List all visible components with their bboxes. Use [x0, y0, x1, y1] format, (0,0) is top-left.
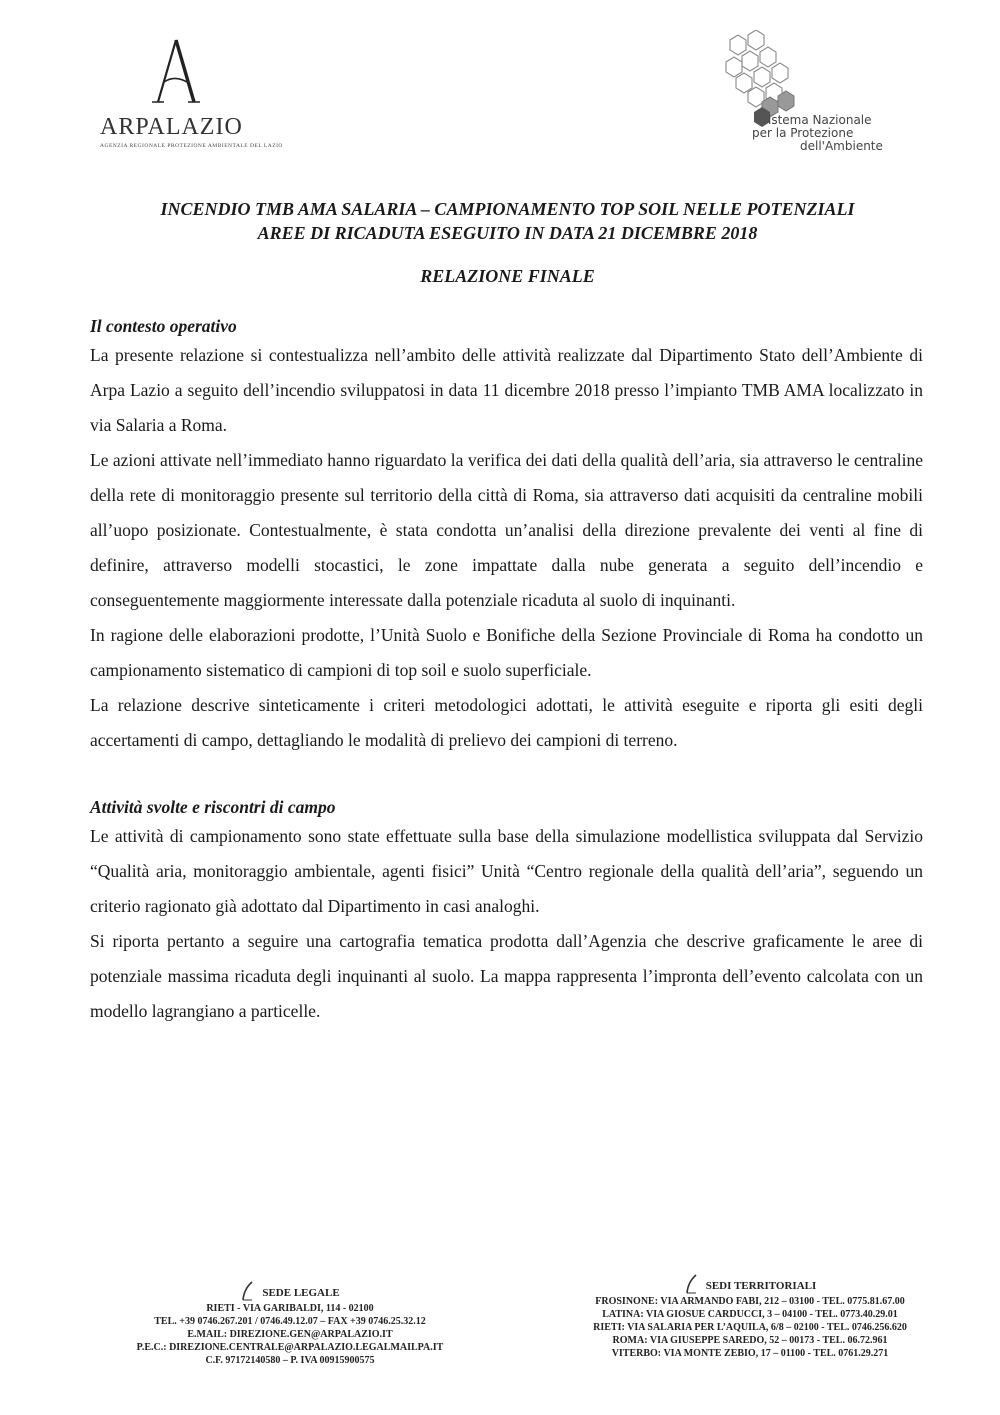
arpa-mark-icon	[684, 1274, 700, 1294]
document-subtitle: RELAZIONE FINALE	[420, 266, 595, 286]
footer-office-line: VITERBO: VIA MONTE ZEBIO, 17 – 01100 - TEL. 0761.29.271	[611, 1348, 889, 1359]
footer-territorial-title	[684, 1280, 817, 1293]
title-line-2: AREE DI RICADUTA ESEGUITO IN DATA 21 DICEMBRE 2018	[257, 223, 758, 243]
footer-legal-line: E.MAIL: DIREZIONE.GEN@ARPALAZIO.IT	[187, 1329, 393, 1340]
footer-territorial-offices	[525, 1280, 975, 1360]
footer-legal-title	[240, 1287, 339, 1300]
footer-legal-line: RIETI - VIA GARIBALDI, 114 - 02100	[206, 1303, 374, 1314]
snpa-logo	[718, 30, 918, 155]
footer-territorial-title-text: SEDI TERRITORIALI	[705, 1280, 817, 1292]
footer-legal-line: P.E.C.: DIREZIONE.CENTRALE@ARPALAZIO.LEGALMAILPA.IT	[136, 1342, 444, 1353]
paragraph: La relazione descrive sinteticamente i criteri metodologici adottati, le attività eseguite e riporta gli esiti degli accertamenti di campo, dettagliando le modalità di prelievo dei campioni di terreno.	[90, 695, 923, 750]
snpa-line-2: per la Protezione	[752, 126, 854, 140]
snpa-line-1: istema Nazionale	[768, 113, 872, 127]
footer-legal-title-text: SEDE LEGALE	[262, 1287, 340, 1299]
footer-legal-line: C.F. 97172140580 – P. IVA 00915900575	[205, 1355, 375, 1366]
footer-office-line: LATINA: VIA GIOSUE CARDUCCI, 3 – 04100 - TEL. 0773.40.29.01	[602, 1309, 898, 1320]
footer-office-line: FROSINONE: VIA ARMANDO FABI, 212 – 03100 - TEL. 0775.81.67.00	[595, 1296, 905, 1307]
document-body	[90, 314, 923, 1029]
title-line-1: INCENDIO TMB AMA SALARIA – CAMPIONAMENTO TOP SOIL NELLE POTENZIALI	[160, 199, 855, 219]
footer-office-line: RIETI: VIA SALARIA PER L’AQUILA, 6/8 – 02100 - TEL. 0746.256.620	[593, 1322, 907, 1333]
footer-legal-line: TEL. +39 0746.267.201 / 0746.49.12.07 – FAX +39 0746.25.32.12	[154, 1316, 426, 1327]
document-title	[90, 197, 925, 245]
arpa-mark-icon	[240, 1281, 256, 1301]
section-spacer	[90, 758, 923, 795]
snpa-line-3: dell'Ambiente	[800, 139, 883, 153]
paragraph: Le attività di campionamento sono state effettuate sulla base della simulazione modellistica sviluppata dal Servizio “Qualità aria, monitoraggio ambientale, agenti fisici” Unità “Centro regionale della qualità dell’aria”, seguendo un criterio ragionato già adottato dal Dipartimento in casi analoghi.	[90, 826, 923, 916]
arpa-logo-tagline: AGENZIA REGIONALE PROTEZIONE AMBIENTALE DEL LAZIO	[100, 143, 283, 149]
arpalazio-logo	[86, 38, 283, 156]
paragraph: Si riporta pertanto a seguire una cartografia tematica prodotta dall’Agenzia che descrive graficamente le aree di potenziale massima ricaduta degli inquinanti al suolo. La mappa rappresenta l’impronta dell’evento calcolata con un modello lagrangiano a particelle.	[90, 931, 923, 1021]
section-heading: Attività svolte e riscontri di campo	[90, 797, 336, 817]
arpa-a-mark-icon	[146, 38, 206, 106]
arpa-logo-wordmark: ARPALAZIO	[100, 114, 243, 140]
footer-office-line: ROMA: VIA GIUSEPPE SAREDO, 52 – 00173 - TEL. 06.72.961	[612, 1335, 888, 1346]
paragraph: Le azioni attivate nell’immediato hanno riguardato la verifica dei dati della qualità dell’aria, sia attraverso le centraline della rete di monitoraggio presente sul territorio della città di Roma, sia attraverso dati acquisiti da centraline mobili all’uopo posizionate. Contestualmente, è stata condotta un’analisi della direzione prevalente dei venti al fine di definire, attraverso modelli stocastici, le zone impattate dalla nube generata a seguito dell’incendio e conseguentemente maggiormente interessate dalla potenziale ricaduta al suolo di inquinanti.	[90, 450, 923, 610]
paragraph: In ragione delle elaborazioni prodotte, l’Unità Suolo e Bonifiche della Sezione Provinciale di Roma ha condotto un campionamento sistematico di campioni di top soil e suolo superficiale.	[90, 625, 923, 680]
section-heading: Il contesto operativo	[90, 316, 237, 336]
paragraph: La presente relazione si contestualizza nell’ambito delle attività realizzate dal Dipartimento Stato dell’Ambiente di Arpa Lazio a seguito dell’incendio sviluppatosi in data 11 dicembre 2018 presso l’impianto TMB AMA localizzato in via Salaria a Roma.	[90, 345, 923, 435]
footer-legal-office	[60, 1287, 520, 1367]
